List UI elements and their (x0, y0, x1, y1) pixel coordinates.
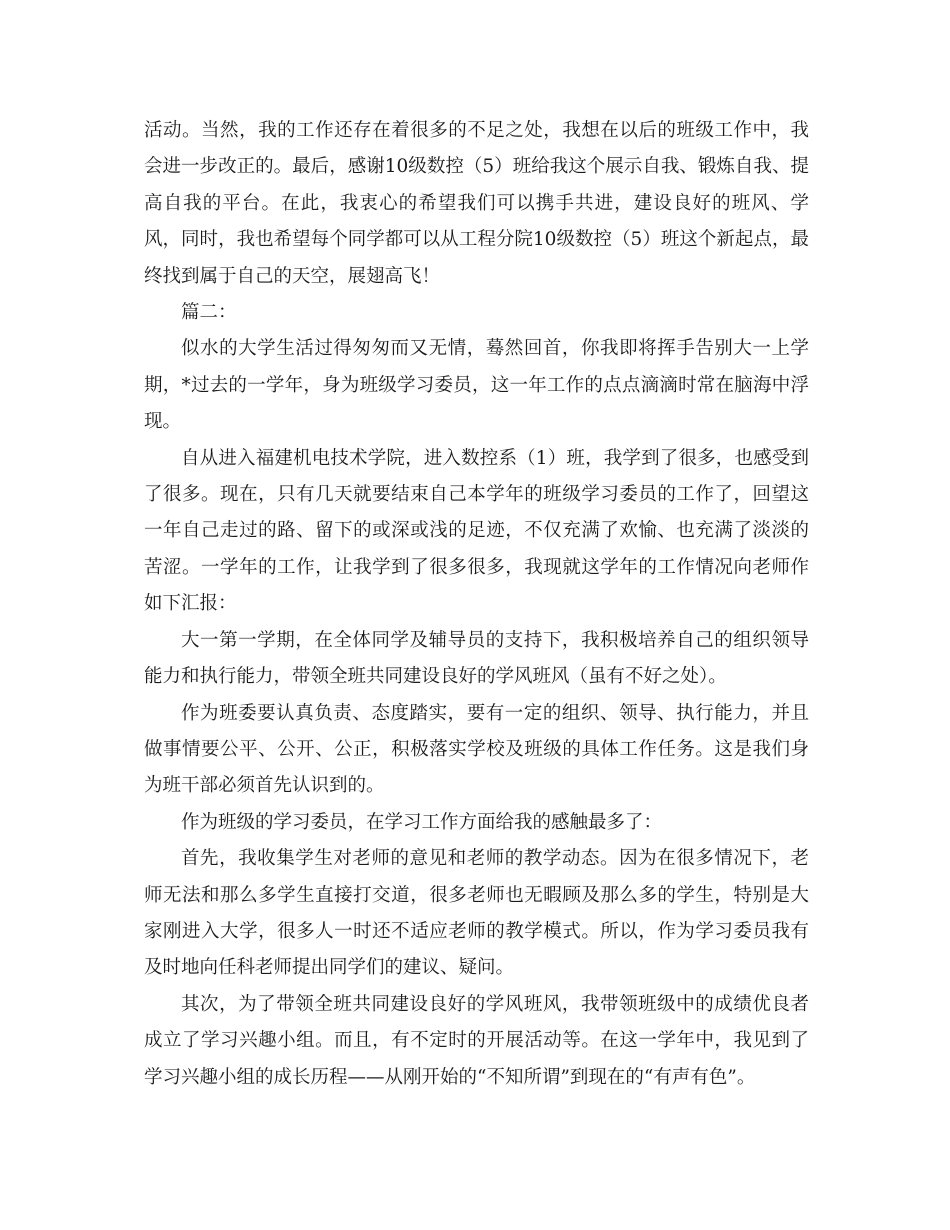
paragraph-9: 其次，为了带领全班共同建设良好的学风班风，我带领班级中的成绩优良者成立了学习兴趣小组。而且，有不定时的开展活动等。在这一学年中，我见到了学习兴趣小组的成长历程——从刚开始的“不知所谓”到现在的“有声有色”。 (144, 993, 809, 1088)
paragraph-7: 作为班级的学习委员，在学习工作方面给我的感触最多了： (181, 811, 663, 833)
document-body (144, 113, 809, 1096)
paragraph-3: 似水的大学生活过得匆匆而又无情，蓦然回首，你我即将挥手告别大一上学期，*过去的一学年，身为班级学习委员，这一年工作的点点滴滴时常在脑海中浮现。 (144, 338, 809, 433)
paragraph-1: 活动。当然，我的工作还存在着很多的不足之处，我想在以后的班级工作中，我会进一步改正的。最后，感谢10级数控（5）班给我这个展示自我、锻炼自我、提高自我的平台。在此，我衷心的希望我们可以携手共进，建设良好的班风、学风，同时，我也希望每个同学都可以从工程分院10级数控（5）班这个新起点，最终找到属于自己的天空，展翅高飞！ (144, 120, 809, 287)
paragraph-2-section-heading: 篇二： (181, 302, 237, 324)
paragraph-4: 自从进入福建机电技术学院，进入数控系（1）班，我学到了很多，也感受到了很多。现在，只有几天就要结束自己本学年的班级学习委员的工作了，回望这一年自己走过的路、留下的或深或浅的足迹，不仅充满了欢愉、也充满了淡淡的苦涩。一学年的工作，让我学到了很多很多，我现就这学年的工作情况向老师作如下汇报： (144, 447, 809, 615)
paragraph-6: 作为班委要认真负责、态度踏实，要有一定的组织、领导、执行能力，并且做事情要公平、公开、公正，积极落实学校及班级的具体工作任务。这是我们身为班干部必须首先认识到的。 (144, 702, 809, 797)
paragraph-8: 首先，我收集学生对老师的意见和老师的教学动态。因为在很多情况下，老师无法和那么多学生直接打交道，很多老师也无暇顾及那么多的学生，特别是大家刚进入大学，很多人一时还不适应老师的教学模式。所以，作为学习委员我有及时地向任科老师提出同学们的建议、疑问。 (144, 848, 809, 979)
paragraph-5: 大一第一学期，在全体同学及辅导员的支持下，我积极培养自己的组织领导能力和执行能力，带领全班共同建设良好的学风班风（虽有不好之处）。 (144, 629, 809, 688)
